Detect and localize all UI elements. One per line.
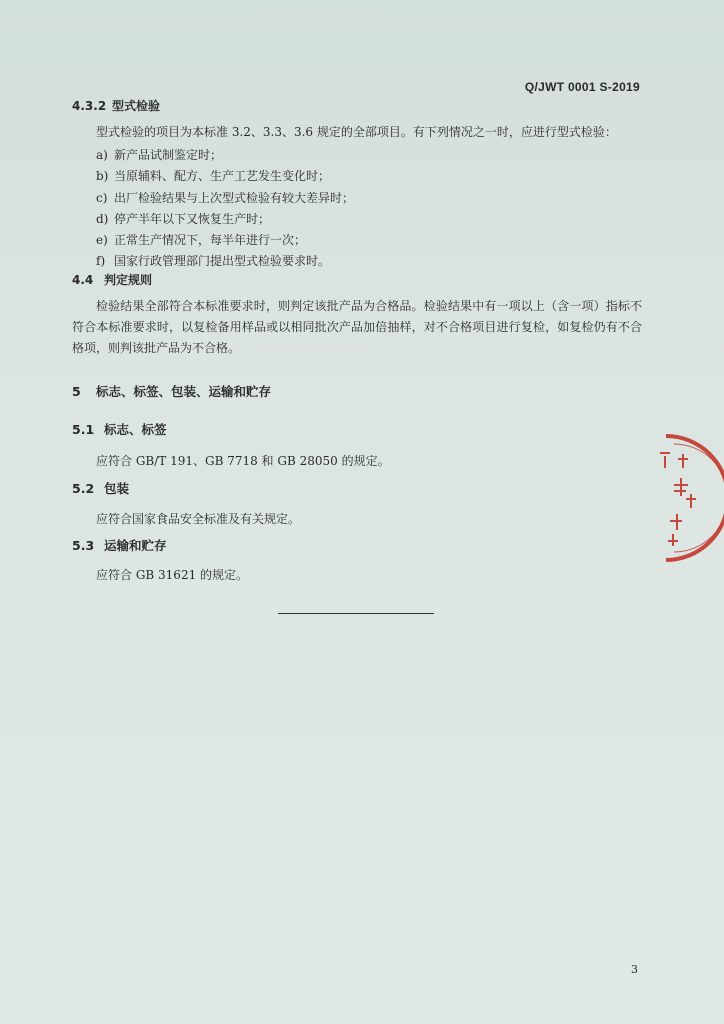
section-number: 4.4 bbox=[72, 273, 94, 287]
section-number: 5 bbox=[72, 384, 81, 399]
list-item: b) 当原辅料、配方、生产工艺发生变化时； bbox=[96, 169, 331, 184]
section-5-3-text: 应符合 GB 31621 的规定。 bbox=[96, 568, 249, 582]
list-item: e) 正常生产情况下，每半年进行一次； bbox=[96, 233, 307, 248]
official-seal-stamp bbox=[652, 428, 724, 568]
section-5-1-text: 应符合 GB/T 191、GB 7718 和 GB 28050 的规定。 bbox=[96, 454, 390, 468]
section-title: 型式检验 bbox=[112, 99, 161, 113]
section-title: 运输和贮存 bbox=[104, 538, 167, 553]
section-5-3-heading bbox=[72, 536, 167, 554]
section-5-1-heading bbox=[72, 420, 167, 438]
list-item: a) 新产品试制鉴定时； bbox=[96, 148, 223, 162]
section-number: 4.3.2 bbox=[72, 99, 107, 113]
section-4-3-2-heading bbox=[72, 97, 160, 114]
section-title: 标志、标签、包装、运输和贮存 bbox=[96, 384, 272, 399]
section-5-2-text: 应符合国家食品安全标准及有关规定。 bbox=[96, 512, 301, 526]
list-item: d) 停产半年以下又恢复生产时； bbox=[96, 211, 271, 226]
section-4-3-2-intro: 型式检验的项目为本标准 3.2、3.3、3.6 规定的全部项目。有下列情况之一时，应进行型式检验： bbox=[96, 125, 617, 139]
section-title: 标志、标签 bbox=[104, 422, 167, 437]
standard-code: Q/JWT 0001 S-2019 bbox=[524, 80, 640, 94]
list-item: f) 国家行政管理部门提出型式检验要求时。 bbox=[96, 254, 331, 269]
judgment-rules-paragraph: 检验结果全部符合本标准要求时，则判定该批产品为合格品。检验结果中有一项以上（含一项）指标不符合本标准要求时，以复检备用样品或以相同批次产品加倍抽样，对不合格项目进行复检，如复检仍有不合格项，则判该批产品为不合格。 bbox=[72, 299, 642, 355]
section-number: 5.1 bbox=[72, 422, 95, 437]
type-inspection-conditions-list bbox=[96, 145, 354, 273]
page-number: 3 bbox=[631, 963, 638, 976]
end-of-text-rule bbox=[278, 613, 434, 614]
section-5-2-heading bbox=[72, 479, 129, 497]
list-item: c) 出厂检验结果与上次型式检验有较大差异时； bbox=[96, 190, 355, 205]
section-5-heading bbox=[72, 382, 271, 400]
section-number: 5.2 bbox=[72, 481, 95, 496]
section-4-4-heading bbox=[72, 271, 152, 288]
section-title: 包装 bbox=[104, 481, 130, 496]
section-number: 5.3 bbox=[72, 538, 95, 553]
stamp-text-marks bbox=[660, 452, 696, 546]
section-title: 判定规则 bbox=[104, 273, 153, 287]
